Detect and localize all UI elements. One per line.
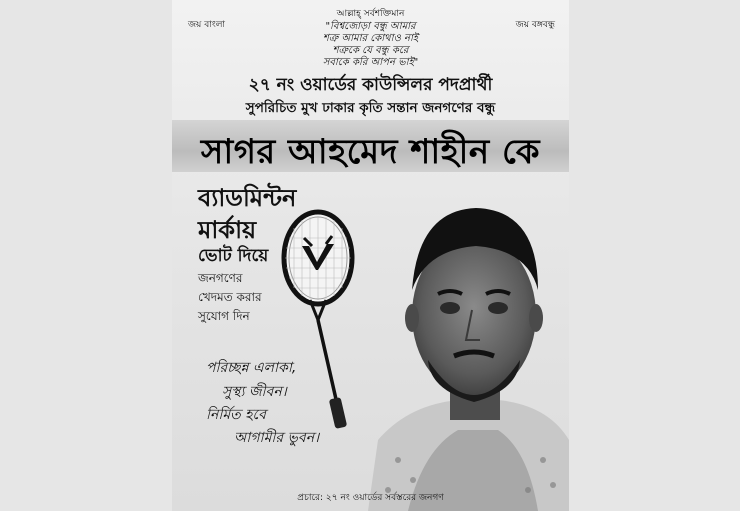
appeal-line: ভোট দিয়ে	[198, 246, 269, 266]
appeal-line: জনগণের	[198, 271, 243, 285]
slogan-line: নির্মিত হবে	[206, 407, 266, 423]
subheadline: সুপরিচিত মুখ ঢাকার কৃতি সন্তান জনগণের বন্ধু	[245, 100, 496, 116]
quote-line: শত্রু আমার কোথাও নাই	[322, 33, 419, 44]
quote-line: সবাকে করি আপন ভাই"	[322, 57, 419, 68]
appeal-line: খেদমত করার	[198, 290, 262, 304]
top-center-text: আল্লাহ্‌ সর্বশক্তিমান	[336, 9, 405, 19]
slogan-line: সুস্থ্য জীবন।	[222, 384, 287, 400]
candidate-name: সাগর আহমেদ শাহীন কে	[200, 132, 541, 172]
appeal-line: ব্যাডমিন্টন	[198, 184, 297, 212]
appeal-line: মার্কায়	[198, 216, 257, 244]
quote-line: "বিশ্বজোড়া বন্ধু আমার	[325, 21, 416, 32]
election-poster	[172, 0, 569, 511]
footer-credit: প্রচারে: ২৭ নং ওয়ার্ডের সর্বস্তরের জনগণ	[297, 493, 444, 503]
appeal-line: সুযোগ দিন	[198, 309, 250, 323]
candidate-photo	[368, 190, 569, 511]
headline: ২৭ নং ওয়ার্ডের কাউন্সিলর পদপ্রার্থী	[248, 75, 493, 95]
slogan-line: পরিচ্ছন্ন এলাকা,	[206, 360, 297, 376]
slogan-line: আগামীর ভুবন।	[234, 430, 320, 446]
quote-line: শত্রুকে যে বন্ধু করে	[332, 45, 409, 56]
top-right-slogan: জয় বঙ্গবন্ধু	[515, 20, 555, 30]
top-left-slogan: জয় বাংলা	[188, 20, 226, 30]
